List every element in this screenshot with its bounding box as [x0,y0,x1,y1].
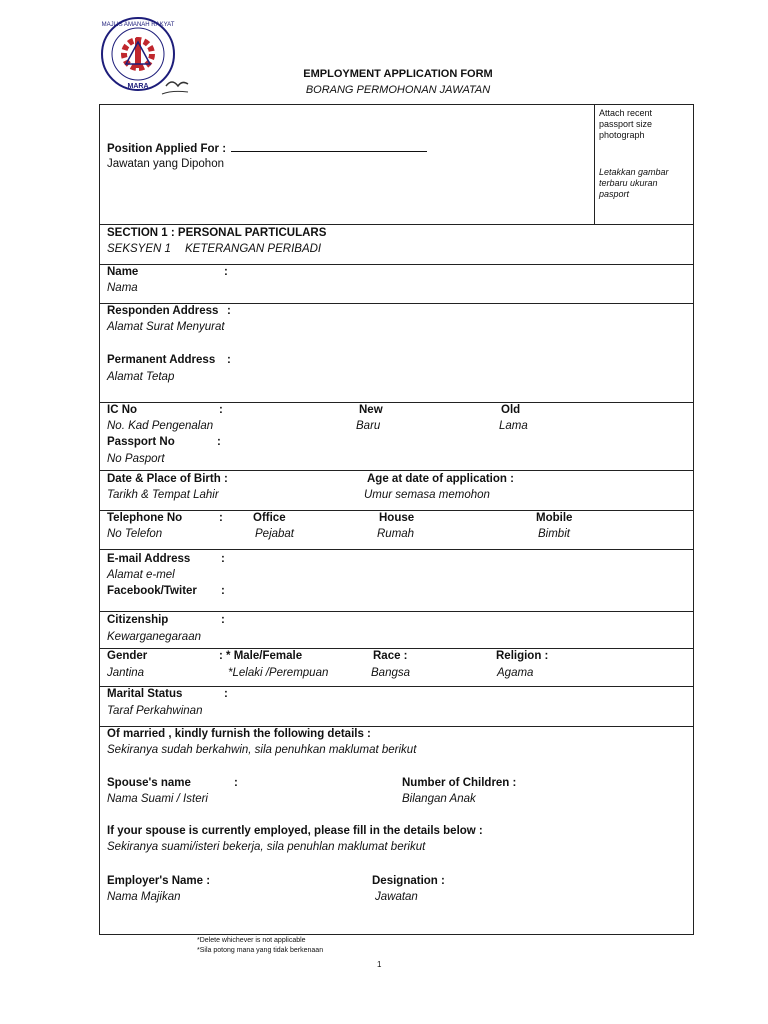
ic-old-label: Old [501,404,521,416]
children-label-malay: Bilangan Anak [402,793,476,805]
citizenship-colon: : [221,614,225,626]
svg-text:MARA: MARA [127,83,149,90]
married-intro-malay: Sekiranya sudah berkahwin, sila penuhkan maklumat berikut [107,744,417,756]
footnote-malay: *Sila potong mana yang tidak berkenaan [197,947,324,954]
marital-status-colon: : [224,688,228,700]
responden-address-label-malay: Alamat Surat Menyurat [107,321,225,333]
mobile-label: Mobile [536,512,573,524]
religion-label: Religion : [496,650,549,662]
position-row [100,105,693,225]
ic-passport-row[interactable] [100,403,693,471]
photo-instruction-malay: Letakkan gambar terbaru ukuran pasport [599,167,669,199]
office-label: Office [253,512,286,524]
religion-label-malay: Agama [497,667,534,679]
position-label: Position Applied For : [107,143,227,155]
permanent-address-label-malay: Alamat Tetap [107,371,175,383]
position-applied-field[interactable] [107,142,427,155]
position-label-malay: Jawatan yang Dipohon [107,158,224,170]
designation-label: Designation : [372,875,445,887]
email-label: E-mail Address [107,553,191,565]
telephone-colon: : [219,512,223,524]
telephone-row[interactable] [100,511,693,550]
citizenship-label-malay: Kewarganegaraan [107,631,201,643]
mobile-label-malay: Bimbit [538,528,570,540]
passport-no-label: Passport No [107,436,175,448]
telephone-label-malay: No Telefon [107,528,163,540]
marital-status-label-malay: Taraf Perkahwinan [107,705,203,717]
facebook-label: Facebook/Twiter [107,585,197,597]
marital-status-row[interactable] [100,687,693,727]
ic-old-label-malay: Lama [499,420,528,432]
facebook-colon: : [221,585,225,597]
age-label-malay: Umur semasa memohon [364,489,490,501]
birth-row[interactable] [100,471,693,511]
passport-no-colon: : [217,436,221,448]
gender-label-malay: Jantina [107,667,145,679]
gender-options-malay: *Lelaki /Perempuan [228,667,329,679]
citizenship-label: Citizenship [107,614,169,626]
footnote-english: *Delete whichever is not applicable [197,937,306,944]
name-label-malay: Nama [107,282,138,294]
children-label: Number of Children : [402,777,517,789]
name-label: Name [107,266,139,278]
photo-instruction: Attach recent passport size photograph [599,108,653,140]
spouse-employed-intro: If your spouse is currently employed, please fill in the details below : [107,825,483,837]
citizenship-row[interactable] [100,612,693,649]
gender-options[interactable]: : * Male/Female [219,650,303,662]
email-row[interactable] [100,550,693,612]
spouse-name-colon: : [234,777,238,789]
married-intro: Of married , kindly furnish the following details : [107,728,371,740]
form-title: EMPLOYMENT APPLICATION FORM [303,68,493,80]
date-place-birth-label-malay: Tarikh & Tempat Lahir [107,489,219,501]
footnotes [197,936,323,956]
house-label: House [379,512,415,524]
age-label: Age at date of application : [367,473,514,485]
race-label-malay: Bangsa [371,667,411,679]
ic-no-label-malay: No. Kad Pengenalan [107,420,214,432]
office-label-malay: Pejabat [255,528,295,540]
marital-status-label: Marital Status [107,688,183,700]
permanent-address-label: Permanent Address [107,354,216,366]
designation-label-malay: Jawatan [375,891,418,903]
married-details-row[interactable] [100,727,693,936]
section-1-title-malay-a: SEKSYEN 1 [107,243,171,255]
gender-label: Gender [107,650,148,662]
employer-name-label: Employer's Name : [107,875,211,887]
responden-address-colon: : [227,305,231,317]
spouse-name-label-malay: Nama Suami / Isteri [107,793,208,805]
email-label-malay: Alamat e-mel [107,569,175,581]
ic-no-label: IC No [107,404,138,416]
application-form [99,104,694,935]
permanent-address-colon: : [227,354,231,366]
employer-name-label-malay: Nama Majikan [107,891,181,903]
ic-new-label-malay: Baru [356,420,381,432]
form-title-malay: BORANG PERMOHONAN JAWATAN [305,84,491,96]
race-label: Race : [373,650,408,662]
name-row[interactable] [100,265,693,304]
page-number: 1 [377,960,382,969]
spouse-name-label: Spouse's name [107,777,191,789]
address-row[interactable] [100,304,693,403]
name-colon: : [224,266,228,278]
date-place-birth-label: Date & Place of Birth : [107,473,228,485]
passport-no-label-malay: No Pasport [107,453,165,465]
ic-new-label: New [359,404,383,416]
ic-no-colon: : [219,404,223,416]
position-input-line[interactable] [231,142,427,152]
gender-row[interactable] [100,649,693,687]
telephone-label: Telephone No [107,512,183,524]
section-1-title: SECTION 1 : PERSONAL PARTICULARS [107,227,327,239]
responden-address-label: Responden Address [107,305,219,317]
spouse-employed-intro-malay: Sekiranya suami/isteri bekerja, sila penuhlan maklumat berikut [107,841,426,853]
email-colon: : [221,553,225,565]
house-label-malay: Rumah [377,528,415,540]
section-1-title-malay-b: KETERANGAN PERIBADI [185,243,322,255]
svg-text:MAJLIS AMANAH RAKYAT: MAJLIS AMANAH RAKYAT [101,22,175,28]
photo-box[interactable] [594,105,695,224]
section-1-header [100,225,693,265]
